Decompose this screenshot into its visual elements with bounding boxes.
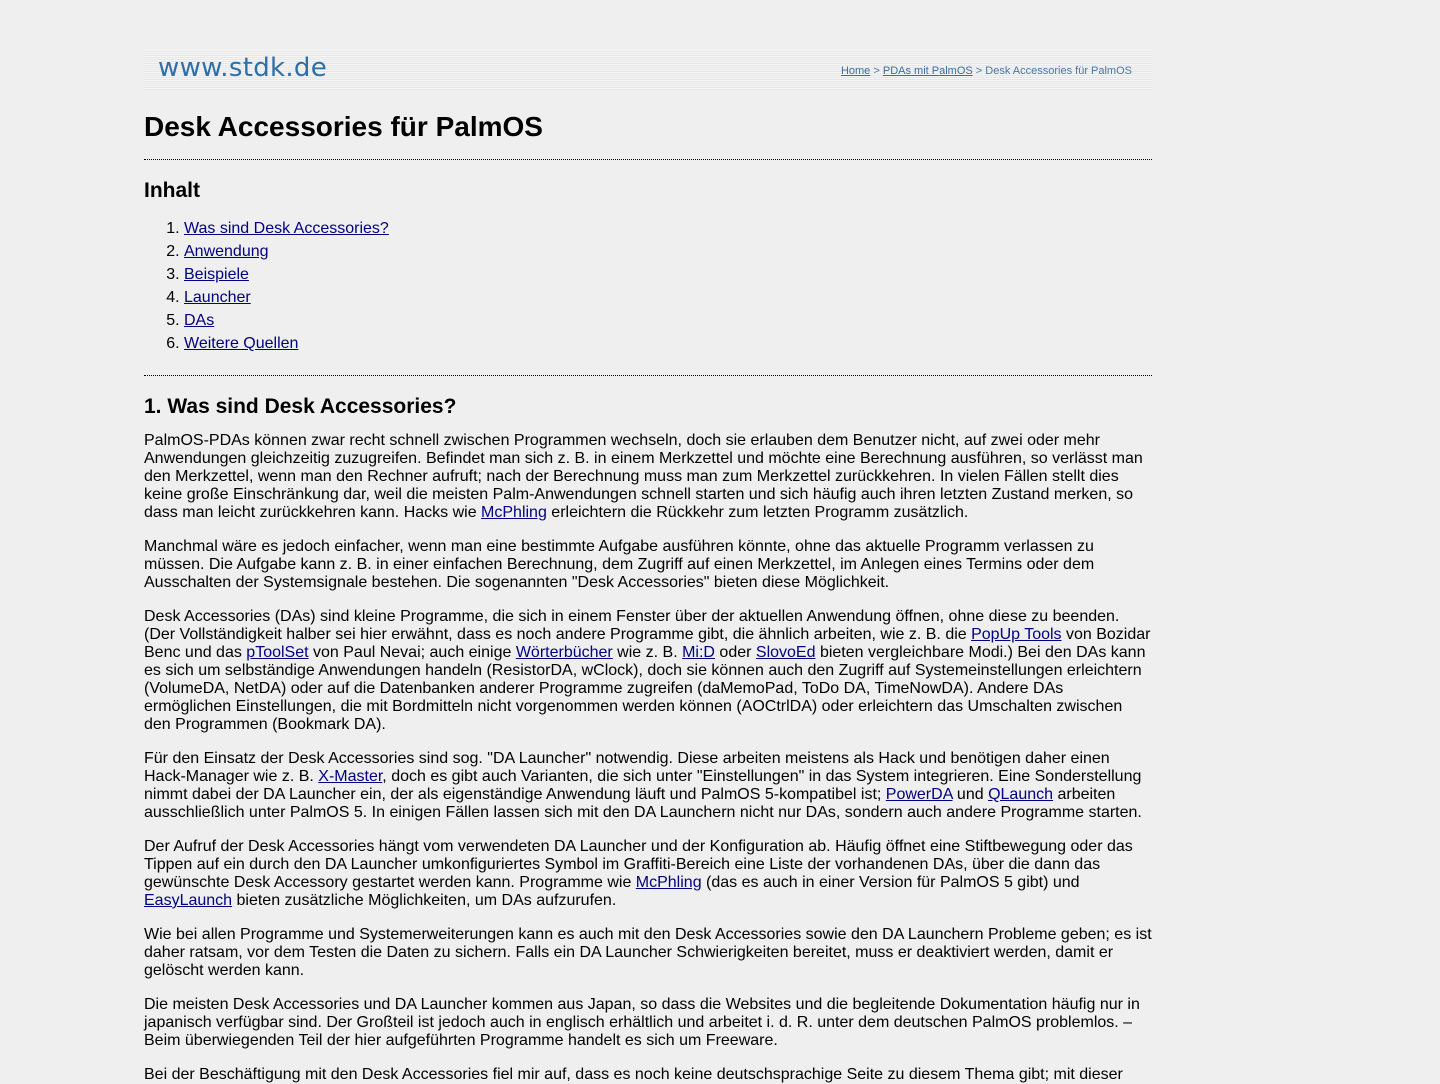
site-header bbox=[144, 50, 1152, 90]
toc-heading: Inhalt bbox=[144, 179, 200, 202]
text: oder bbox=[714, 644, 756, 661]
link-mid[interactable]: Mi:D bbox=[682, 644, 715, 661]
toc-item bbox=[184, 240, 1152, 263]
paragraph: Wie bei allen Programme und Systemerweiterungen kann es auch mit den Desk Accessories sowie den DA Launchern Probleme geben; es ist daher ratsam, vor dem Testen die Daten zu sichern. Falls ein DA Launcher Schwierigkeiten bereitet, muss er deaktiviert werden, damit er gelöscht werden kann. bbox=[144, 926, 1152, 979]
breadcrumb-separator: > bbox=[873, 65, 880, 77]
text: erleichtern die Rückkehr zum letzten Programm zusätzlich. bbox=[546, 504, 969, 521]
text: Für den Einsatz der Desk Accessories sind sog. "DA Launcher" notwendig. Diese arbeiten meistens als Hack und benötigen daher einen Hack-Manager wie z. B. bbox=[144, 750, 1110, 785]
divider bbox=[144, 159, 1152, 160]
toc-link-launcher[interactable]: Launcher bbox=[184, 289, 251, 306]
text: bieten vergleichbare Modi.) Bei den DAs kann es sich um selbständige Anwendungen handeln (ResistorDA, wClock), doch sie können auch den Zugriff auf Systemeinstellungen erleichtern (VolumeDA, NetDA) oder auf die Datenbanken anderer Programme zugreifen (daMemoPad, ToDo DA, TimeNowDA). Andere DAs ermöglichen Einstellungen, die mit Bordmitteln nicht vorgenommen werden können (AOCtrlDA) oder erleichtern das Umschalten zwischen den Programmen (Bookmark DA). bbox=[144, 644, 1146, 733]
section-heading: 1. Was sind Desk Accessories? bbox=[144, 395, 457, 418]
text: arbeiten ausschließlich unter PalmOS 5. In einigen Fällen lassen sich mit den DA Launchern nicht nur DAs, sondern auch andere Programme starten. bbox=[144, 786, 1142, 821]
link-qlaunch[interactable]: QLaunch bbox=[988, 786, 1054, 803]
link-x-master[interactable]: X-Master bbox=[318, 768, 383, 785]
text: bieten zusätzliche Möglichkeiten, um DAs aufzurufen. bbox=[232, 892, 617, 909]
paragraph: Bei der Beschäftigung mit den Desk Accessories fiel mir auf, dass es noch keine deutschsprachige Seite zu diesem Thema gibt; mit dieser bbox=[144, 1066, 1123, 1083]
text: Desk Accessories (DAs) sind kleine Programme, die sich in einem Fenster über der aktuellen Anwendung öffnen, ohne diese zu beenden. (Der Vollständigkeit halber sei hier erwähnt, dass es noch andere Programme gibt, die ähnlich arbeiten, wie z. B. die bbox=[144, 608, 1120, 643]
toc-link-weitere-quellen[interactable]: Weitere Quellen bbox=[184, 335, 299, 352]
text: von Bozidar Benc und das bbox=[144, 626, 1151, 661]
paragraph bbox=[144, 608, 1152, 734]
toc-link-anwendung[interactable]: Anwendung bbox=[184, 243, 269, 260]
toc-list bbox=[144, 217, 1152, 355]
text: Der Aufruf der Desk Accessories hängt vom verwendeten DA Launcher und der Konfiguration ab. Häufig öffnet eine Stiftbewegung oder das Tippen auf ein durch den DA Launcher umkonfiguriertes Symbol im Graffiti-Bereich eine Liste der vorhandenen DAs, über die dann das gewünschte Desk Accessory gestartet werden kann. Programme wie bbox=[144, 838, 1133, 891]
toc-link-das[interactable]: DAs bbox=[184, 312, 215, 329]
divider bbox=[144, 375, 1152, 376]
link-slovoed[interactable]: SlovoEd bbox=[755, 644, 816, 661]
breadcrumb-home-link[interactable]: Home bbox=[840, 65, 871, 77]
link-woerterbuecher[interactable]: Wörterbücher bbox=[515, 644, 613, 661]
paragraph bbox=[144, 750, 1152, 822]
paragraph bbox=[144, 838, 1152, 910]
paragraph bbox=[144, 432, 1152, 522]
breadcrumb-pdas-link[interactable]: PDAs mit PalmOS bbox=[882, 65, 973, 77]
site-logo[interactable]: www.stdk.de bbox=[158, 53, 328, 83]
toc-item bbox=[184, 217, 1152, 240]
toc-item bbox=[184, 309, 1152, 332]
page-title: Desk Accessories für PalmOS bbox=[144, 111, 543, 142]
text: , doch es gibt auch Varianten, die sich unter "Einstellungen" in das System integrieren. Eine Sonderstellung nimmt dabei der DA Launcher ein, der als eigenständige Anwendung läuft und PalmOS 5-kompatibel ist; bbox=[144, 768, 1142, 803]
toc-link-was-sind[interactable]: Was sind Desk Accessories? bbox=[184, 220, 389, 237]
breadcrumb-current: Desk Accessories für PalmOS bbox=[985, 65, 1132, 77]
breadcrumb bbox=[841, 65, 1132, 77]
link-mcphling[interactable]: McPhling bbox=[635, 874, 702, 891]
link-ptoolset[interactable]: pToolSet bbox=[246, 644, 309, 661]
text: von Paul Nevai; auch einige bbox=[308, 644, 516, 661]
paragraph: Manchmal wäre es jedoch einfacher, wenn man eine bestimmte Aufgabe ausführen könnte, ohne das aktuelle Programm verlassen zu müssen. Die Aufgabe kann z. B. in einer einfachen Berechnung, dem Zugriff auf einen Merkzettel, im Anlegen eines Termins oder dem Ausschalten der Systemsignale bestehen. Die sogenannten "Desk Accessories" bieten diese Möglichkeit. bbox=[144, 538, 1095, 591]
page bbox=[144, 50, 1152, 1084]
toc-item bbox=[184, 332, 1152, 355]
link-easylaunch[interactable]: EasyLaunch bbox=[144, 892, 233, 909]
toc-item bbox=[184, 286, 1152, 309]
text: und bbox=[952, 786, 989, 803]
text: (das es auch in einer Version für PalmOS 5 gibt) und bbox=[701, 874, 1080, 891]
link-powerda[interactable]: PowerDA bbox=[885, 786, 953, 803]
text: PalmOS-PDAs können zwar recht schnell zwischen Programmen wechseln, doch sie erlauben dem Benutzer nicht, auf zwei oder mehr Anwendungen gleichzeitig zuzugreifen. Befindet man sich z. B. in einem Merkzettel und möchte eine Berechnung ausführen, so verlässt man den Merkzettel, wenn man den Rechner aufruft; nach der Berechnung muss man zum Merkzettel zurückkehren. In vielen Fällen stellt dies keine große Einschränkung dar, weil die meisten Palm-Anwendungen schnell starten und sich häufig auch ihren letzten Zustand merken, so dass man leicht zurückkehren kann. Hacks wie bbox=[144, 432, 1143, 521]
text: wie z. B. bbox=[612, 644, 683, 661]
toc-item bbox=[184, 263, 1152, 286]
link-popup-tools[interactable]: PopUp Tools bbox=[971, 626, 1062, 643]
breadcrumb-separator: > bbox=[975, 65, 983, 77]
link-mcphling[interactable]: McPhling bbox=[481, 504, 547, 521]
toc-link-beispiele[interactable]: Beispiele bbox=[184, 266, 249, 283]
paragraph: Die meisten Desk Accessories und DA Launcher kommen aus Japan, so dass die Websites und die begleitende Dokumentation häufig nur in japanisch verfügbar sind. Der Großteil ist jedoch auch in englisch erhältlich und arbeitet i. d. R. unter dem deutschen PalmOS problemlos. – Beim überwiegenden Teil der hier aufgeführten Programme handelt es sich um Freeware. bbox=[144, 996, 1140, 1049]
